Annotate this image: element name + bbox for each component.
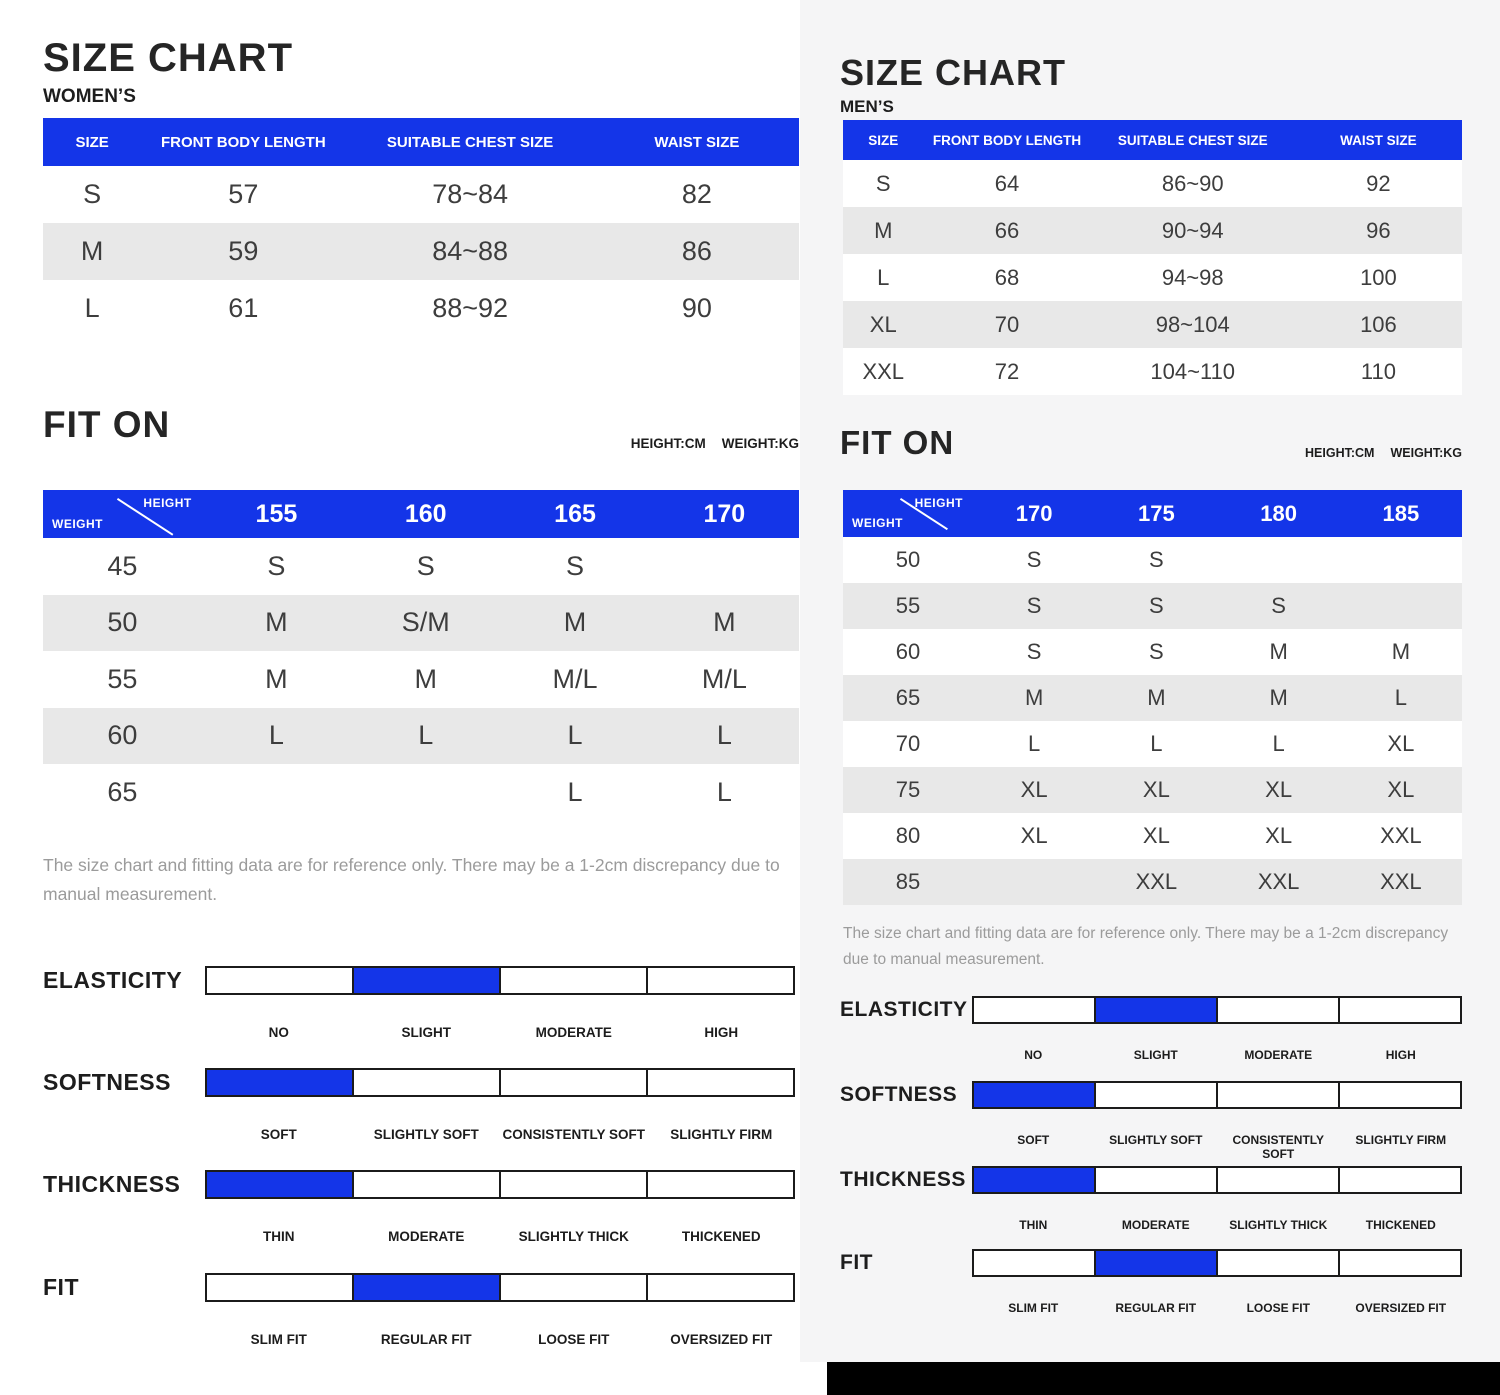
scale-option-label: MODERATE: [388, 1229, 465, 1244]
scale-option-label: HIGH: [704, 1025, 739, 1040]
size-table-cell: S: [875, 170, 891, 196]
size-recommendation-cell: XXL: [1380, 869, 1422, 894]
size-recommendation-cell: M: [1391, 639, 1411, 664]
scale-option-label: SLIGHTLY FIRM: [670, 1127, 773, 1142]
size-recommendation-cell: L: [1272, 731, 1285, 756]
size-table-row: [43, 223, 799, 280]
scale-segment: [501, 1275, 648, 1300]
selected-scale-segment: [1096, 998, 1218, 1022]
size-recommendation-cell: M/L: [552, 663, 598, 694]
fit-table-row: [43, 595, 799, 652]
scale-option-labels: [972, 1048, 1462, 1062]
weight-cell: 75: [895, 777, 921, 802]
weight-cell: 65: [895, 685, 921, 710]
weight-cell: 50: [895, 547, 921, 572]
attribute-label: THICKNESS: [840, 1168, 966, 1191]
scale-option-label: SLIGHT: [1133, 1048, 1178, 1062]
fit-table-row: [843, 813, 1462, 859]
selected-scale-segment: [974, 1168, 1096, 1192]
height-axis-label: HEIGHT: [143, 496, 192, 510]
weight-cell: 80: [895, 823, 921, 848]
size-recommendation-cell: XL: [1265, 823, 1293, 848]
fit-on-title: FIT ON: [43, 404, 171, 445]
size-table-cell: 96: [1366, 217, 1391, 243]
size-recommendation-cell: [202, 764, 351, 821]
fit-table-row: [843, 537, 1462, 583]
column-header: SIZE: [75, 133, 109, 151]
height-header-cell: 175: [1138, 500, 1175, 526]
size-table-cell: 100: [1360, 264, 1397, 290]
height-header-cell: 165: [554, 499, 596, 528]
size-table-cell: 64: [994, 170, 1020, 196]
scale-segment: [648, 968, 793, 993]
height-header-cell: 180: [1260, 500, 1297, 526]
fit-on-title: FIT ON: [840, 424, 955, 461]
size-recommendation-cell: S: [1271, 593, 1286, 618]
attribute-scale-bar: [205, 966, 795, 995]
size-recommendation-cell: [351, 764, 500, 821]
attribute-scale-bar: [972, 996, 1462, 1024]
scale-segment: [974, 1251, 1096, 1275]
scale-option-label: LOOSE FIT: [1246, 1301, 1310, 1315]
size-recommendation-cell: S: [1149, 639, 1164, 664]
height-header-cell: 160: [404, 499, 447, 528]
size-recommendation-cell: L: [1394, 685, 1407, 710]
scale-option-label: THICKENED: [1365, 1218, 1436, 1232]
scale-segment: [501, 1172, 648, 1197]
size-recommendation-cell: M: [1147, 685, 1166, 710]
bottom-black-bar: [827, 1362, 1500, 1395]
scale-option-labels: [972, 1133, 1462, 1161]
scale-option-labels: [972, 1301, 1462, 1315]
height-header-cell: 155: [255, 499, 298, 528]
column-header: WAIST SIZE: [654, 133, 740, 151]
size-table-cell: 90~94: [1161, 217, 1224, 243]
scale-segment: [1096, 1168, 1218, 1192]
size-recommendation-cell: XL: [1020, 823, 1048, 848]
size-table-cell: 110: [1360, 358, 1396, 384]
size-recommendation-cell: S: [416, 550, 435, 581]
scale-option-label: NO: [268, 1025, 289, 1040]
size-recommendation-cell: L: [567, 776, 583, 807]
attribute-scale-bar: [205, 1068, 795, 1097]
scale-segment: [1340, 1251, 1460, 1275]
size-recommendation-cell: XL: [1265, 777, 1293, 802]
size-recommendation-cell: L: [1027, 731, 1041, 756]
fit-table-row: [843, 675, 1462, 721]
weight-unit-label: WEIGHT:KG: [721, 436, 799, 451]
weight-cell: 70: [895, 731, 921, 756]
size-table-cell: 70: [994, 311, 1020, 337]
size-recommendation-cell: XL: [1387, 731, 1415, 756]
size-recommendation-cell: M: [563, 607, 587, 638]
attribute-label: SOFTNESS: [840, 1083, 958, 1106]
size-recommendation-cell: S: [1026, 547, 1042, 572]
size-table-cell: M: [80, 236, 104, 266]
scale-option-label: REGULAR FIT: [1115, 1301, 1197, 1315]
size-table-cell: 104~110: [1150, 358, 1236, 384]
size-recommendation-cell: M: [1269, 685, 1288, 710]
scale-option-label: OVERSIZED FIT: [1355, 1301, 1447, 1315]
size-recommendation-cell: XL: [1387, 777, 1415, 802]
scale-segment: [207, 1275, 354, 1300]
scale-option-label: THIN: [263, 1229, 295, 1244]
size-recommendation-cell: [650, 538, 799, 595]
size-recommendation-cell: L: [418, 720, 434, 751]
scale-option-label: THIN: [1019, 1218, 1048, 1232]
size-table-cell: 82: [681, 179, 712, 209]
scale-segment: [354, 1172, 501, 1197]
column-header: WAIST SIZE: [1340, 132, 1417, 148]
selected-scale-segment: [354, 1275, 501, 1300]
attribute-scale-bar: [205, 1170, 795, 1199]
scale-segment: [501, 968, 648, 993]
scale-option-label: SLIGHTLY SOFT: [373, 1127, 479, 1142]
size-recommendation-cell: S: [1026, 639, 1042, 664]
scale-option-label: NO: [1024, 1048, 1043, 1062]
scale-segment: [1218, 998, 1340, 1022]
size-table-cell: 98~104: [1155, 311, 1230, 337]
size-recommendation-cell: M: [265, 663, 288, 694]
size-recommendation-cell: [1217, 537, 1339, 583]
selected-scale-segment: [1096, 1251, 1218, 1275]
size-recommendation-cell: [1340, 583, 1462, 629]
fit-table-row: [843, 767, 1462, 813]
scale-segment: [1218, 1168, 1340, 1192]
scale-option-labels: [205, 1229, 795, 1244]
size-table-cell: XL: [869, 311, 897, 337]
units-note: [43, 436, 799, 451]
attribute-scale-bar: [972, 1166, 1462, 1194]
scale-option-label: SLIM FIT: [250, 1332, 307, 1347]
scale-option-labels: [972, 1218, 1462, 1232]
size-table-row: [43, 166, 799, 223]
fit-table-header: [43, 490, 799, 538]
fit-table-row: [843, 721, 1462, 767]
size-table-cell: XXL: [862, 358, 905, 384]
fit-table-row: [43, 538, 799, 595]
size-recommendation-cell: [1340, 537, 1462, 583]
size-recommendation-cell: S: [1026, 593, 1042, 618]
scale-option-label: CONSISTENTLY SOFT: [502, 1127, 646, 1142]
size-table-cell: L: [877, 264, 890, 290]
size-table-cell: 72: [994, 358, 1020, 384]
size-table-row: [843, 254, 1462, 301]
size-recommendation-cell: M: [265, 607, 288, 638]
scale-option-label: SLIGHTLY SOFT: [1109, 1133, 1203, 1147]
scale-option-label: HIGH: [1385, 1048, 1416, 1062]
size-table-row: [843, 301, 1462, 348]
gender-subtitle: MEN’S: [840, 97, 894, 116]
size-table-cell: 57: [228, 179, 259, 209]
fit-table-row: [43, 708, 799, 765]
scale-segment: [1218, 1083, 1340, 1107]
scale-option-label: MODERATE: [1244, 1048, 1313, 1062]
size-table-row: [843, 348, 1462, 395]
disclaimer-text: The size chart and fitting data are for reference only. There may be a 1-2cm discrepancy due to manual measurement.: [843, 925, 1449, 968]
height-header-cell: 185: [1382, 500, 1420, 526]
size-table-cell: L: [84, 293, 100, 323]
size-recommendation-cell: M/L: [701, 663, 747, 694]
size-recommendation-cell: XL: [1142, 777, 1170, 802]
scale-option-label: LOOSE FIT: [538, 1332, 610, 1347]
attribute-label: FIT: [43, 1274, 79, 1300]
size-table: [843, 120, 1462, 395]
size-table-row: [843, 160, 1462, 207]
size-recommendation-cell: S/M: [401, 607, 450, 638]
column-header: FRONT BODY LENGTH: [160, 133, 326, 151]
scale-option-label: SLIGHTLY FIRM: [1355, 1133, 1447, 1147]
size-table-header: [43, 118, 799, 166]
size-recommendation-cell: S: [566, 550, 585, 581]
weight-cell: 85: [895, 869, 921, 894]
scale-option-label: MODERATE: [1121, 1218, 1190, 1232]
fit-table-row: [843, 583, 1462, 629]
fit-table-header: [843, 490, 1462, 537]
size-table-cell: 88~92: [432, 293, 509, 323]
selected-scale-segment: [354, 968, 501, 993]
height-weight-corner: [843, 490, 973, 537]
size-recommendation-cell: [973, 859, 1095, 905]
attribute-label: SOFTNESS: [43, 1069, 171, 1095]
size-table-row: [43, 280, 799, 337]
scale-segment: [1218, 1251, 1340, 1275]
mens-size-panel: [800, 0, 1500, 1362]
scale-segment: [1096, 1083, 1218, 1107]
scale-option-label: THICKENED: [681, 1229, 761, 1244]
size-table-cell: 86: [681, 236, 712, 266]
size-recommendation-cell: XL: [1020, 777, 1048, 802]
disclaimer-text: The size chart and fitting data are for reference only. There may be a 1-2cm discrepancy due to manual measurement.: [43, 855, 780, 904]
attribute-label: ELASTICITY: [840, 998, 968, 1021]
page-title: SIZE CHART: [840, 52, 1066, 93]
size-table-cell: 94~98: [1161, 264, 1224, 290]
selected-scale-segment: [207, 1172, 354, 1197]
scale-option-label: SLIGHTLY THICK: [1229, 1218, 1328, 1232]
scale-segment: [1340, 1168, 1460, 1192]
weight-cell: 55: [895, 593, 921, 618]
size-recommendation-cell: XL: [1142, 823, 1170, 848]
scale-option-label: REGULAR FIT: [380, 1332, 472, 1347]
gender-subtitle: WOMEN’S: [43, 86, 136, 107]
fit-table-row: [843, 629, 1462, 675]
size-recommendation-cell: M: [414, 663, 437, 694]
scale-segment: [974, 998, 1096, 1022]
size-recommendation-cell: L: [567, 720, 583, 751]
size-recommendation-cell: S: [267, 550, 286, 581]
units-note: [843, 446, 1462, 460]
size-recommendation-cell: M: [1024, 685, 1044, 710]
selected-scale-segment: [974, 1083, 1096, 1107]
size-table-cell: 66: [994, 217, 1020, 243]
column-header: SIZE: [868, 132, 899, 148]
scale-option-labels: [205, 1025, 795, 1040]
weight-cell: 50: [107, 607, 138, 638]
fit-on-table: [843, 490, 1462, 905]
column-header: SUITABLE CHEST SIZE: [1117, 132, 1268, 148]
size-table-cell: M: [874, 217, 893, 243]
height-unit-label: HEIGHT:CM: [1305, 446, 1375, 460]
scale-option-label: SOFT: [260, 1127, 297, 1142]
size-table-cell: 78~84: [432, 179, 509, 209]
size-recommendation-cell: S: [1149, 593, 1164, 618]
size-table-header: [843, 120, 1462, 160]
scale-option-label: CONSISTENTLY SOFT: [1232, 1133, 1325, 1161]
attribute-scale-bar: [205, 1273, 795, 1302]
column-header: SUITABLE CHEST SIZE: [386, 133, 554, 151]
weight-cell: 60: [107, 720, 138, 751]
attribute-scale-bar: [972, 1081, 1462, 1109]
size-recommendation-cell: L: [716, 720, 732, 751]
scale-segment: [354, 1070, 501, 1095]
scale-segment: [1340, 998, 1460, 1022]
size-recommendation-cell: M: [713, 607, 736, 638]
height-axis-label: HEIGHT: [914, 496, 963, 510]
scale-option-label: SLIGHT: [401, 1025, 451, 1040]
weight-unit-label: WEIGHT:KG: [1390, 446, 1462, 460]
size-recommendation-cell: L: [268, 720, 284, 751]
size-table: [43, 118, 799, 337]
weight-axis-label: WEIGHT: [52, 517, 103, 531]
page-title: SIZE CHART: [43, 36, 293, 80]
scale-option-label: SLIM FIT: [1008, 1301, 1059, 1315]
scale-segment: [648, 1070, 793, 1095]
size-recommendation-cell: XXL: [1135, 869, 1178, 894]
size-table-cell: 86~90: [1161, 170, 1224, 196]
size-table-cell: 68: [994, 264, 1020, 290]
scale-segment: [1340, 1083, 1460, 1107]
size-table-row: [843, 207, 1462, 254]
scale-option-label: MODERATE: [535, 1025, 612, 1040]
height-header-cell: 170: [703, 499, 746, 528]
size-table-cell: 59: [228, 236, 259, 266]
weight-axis-label: WEIGHT: [852, 516, 903, 530]
selected-scale-segment: [207, 1070, 354, 1095]
scale-option-label: OVERSIZED FIT: [670, 1332, 773, 1347]
scale-segment: [207, 968, 354, 993]
size-recommendation-cell: S: [1149, 547, 1164, 572]
attribute-label: THICKNESS: [43, 1171, 181, 1197]
size-table-cell: S: [83, 179, 102, 209]
column-header: FRONT BODY LENGTH: [932, 132, 1082, 148]
scale-option-label: SOFT: [1017, 1133, 1050, 1147]
height-weight-corner: [43, 490, 202, 538]
height-header-cell: 170: [1015, 500, 1053, 526]
scale-segment: [501, 1070, 648, 1095]
size-table-cell: 90: [681, 293, 712, 323]
weight-cell: 60: [895, 639, 921, 664]
attribute-scale-bar: [972, 1249, 1462, 1277]
size-table-cell: 61: [228, 293, 259, 323]
fit-on-table: [43, 490, 799, 821]
scale-segment: [648, 1275, 793, 1300]
size-table-cell: 92: [1366, 170, 1391, 196]
size-recommendation-cell: M: [1269, 639, 1288, 664]
fit-table-row: [43, 651, 799, 708]
scale-option-labels: [205, 1127, 795, 1142]
weight-cell: 55: [107, 663, 138, 694]
height-unit-label: HEIGHT:CM: [630, 436, 706, 451]
weight-cell: 45: [107, 550, 138, 581]
scale-option-label: SLIGHTLY THICK: [518, 1229, 629, 1244]
fit-table-row: [843, 859, 1462, 905]
size-recommendation-cell: L: [1150, 731, 1163, 756]
scale-segment: [648, 1172, 793, 1197]
size-table-cell: 84~88: [432, 236, 509, 266]
size-recommendation-cell: L: [716, 776, 732, 807]
size-recommendation-cell: XXL: [1380, 823, 1422, 848]
fit-table-row: [43, 764, 799, 821]
size-table-cell: 106: [1360, 311, 1397, 337]
weight-cell: 65: [107, 776, 138, 807]
attribute-label: ELASTICITY: [43, 967, 183, 993]
size-recommendation-cell: XXL: [1257, 869, 1300, 894]
attribute-label: FIT: [840, 1251, 873, 1274]
scale-option-labels: [205, 1332, 795, 1347]
